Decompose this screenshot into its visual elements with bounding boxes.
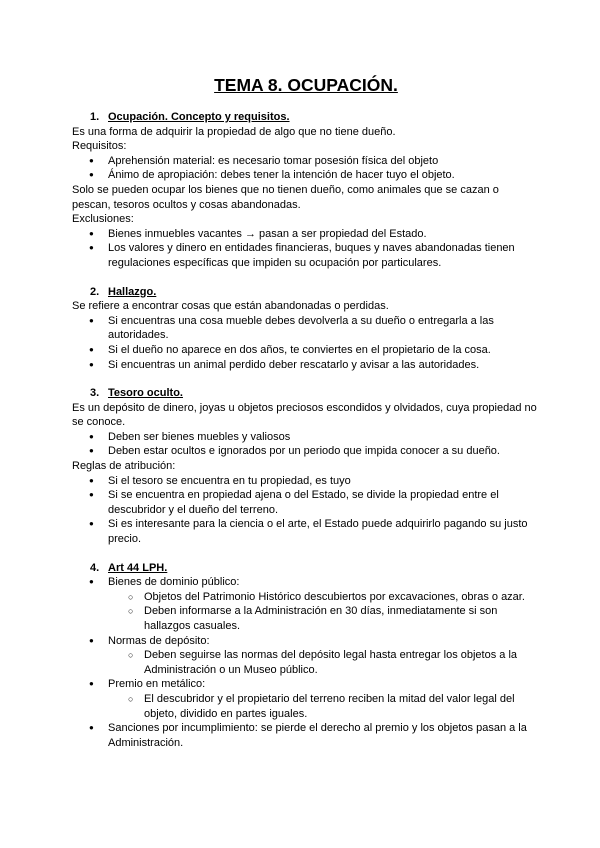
section-heading-art44 xyxy=(72,561,540,576)
list-item: ● Deben ser bienes muebles y valiosos xyxy=(72,430,540,445)
list-item-text: Normas de depósito: xyxy=(108,634,210,647)
section-number: 1. xyxy=(90,111,100,123)
hallazgo-list xyxy=(72,314,540,372)
sub-list-item: ○ Deben informarse a la Administración en 30 días, inmediatamente si son hallazgos casuales. xyxy=(72,604,540,633)
section-number: 2. xyxy=(90,285,100,298)
list-item: ● Si se encuentra en propiedad ajena o del Estado, se divide la propiedad entre el descubridor y el dueño del terreno. xyxy=(72,488,540,517)
section-title: Ocupación. Concepto y requisitos. xyxy=(108,111,290,123)
section-heading-hallazgo xyxy=(72,285,540,300)
list-item xyxy=(72,677,540,721)
paragraph: Es una forma de adquirir la propiedad de algo que no tiene dueño. xyxy=(72,125,396,138)
section-heading-tesoro xyxy=(72,386,540,401)
list-item: ● Los valores y dinero en entidades financieras, buques y naves abandonadas tienen regulaciones específicas que impiden su ocupación por particulares. xyxy=(72,241,540,270)
paragraph: Se refiere a encontrar cosas que están abandonadas o perdidas. xyxy=(72,300,389,313)
art44-list xyxy=(72,575,540,750)
section-number: 4. xyxy=(90,561,100,574)
list-item xyxy=(72,634,540,678)
sub-list-item: ○ Deben seguirse las normas del depósito legal hasta entregar los objetos a la Administración o un Museo público. xyxy=(72,648,540,677)
list-item: ● Si el dueño no aparece en dos años, te conviertes en el propietario de la cosa. xyxy=(72,343,540,358)
list-item xyxy=(72,575,540,633)
section-title: Hallazgo. xyxy=(108,285,157,298)
sub-list-item: ○ Objetos del Patrimonio Histórico descubiertos por excavaciones, obras o azar. xyxy=(72,590,540,605)
paragraph: Reglas de atribución: xyxy=(72,460,176,473)
paragraph: Es un depósito de dinero, joyas u objetos preciosos escondidos y olvidados, cuya propiedad no se conoce. xyxy=(72,401,537,429)
paragraph: Requisitos: xyxy=(72,140,127,153)
tesoro-list xyxy=(72,430,540,459)
sub-list xyxy=(108,590,540,634)
paragraph: Exclusiones: xyxy=(72,213,134,226)
sub-list-item: ○ El descubridor y el propietario del terreno reciben la mitad del valor legal del objeto, dividido en partes iguales. xyxy=(72,692,540,721)
list-item: ● Sanciones por incumplimiento: se pierde el derecho al premio y los objetos pasan a la Administración. xyxy=(72,721,540,750)
list-item-text: Premio en metálico: xyxy=(108,678,206,691)
sub-list xyxy=(108,648,540,677)
list-item: ● Si es interesante para la ciencia o el arte, el Estado puede adquirirlo pagando su justo precio. xyxy=(72,517,540,546)
requirements-list xyxy=(72,154,540,183)
rules-list xyxy=(72,474,540,547)
list-item: ● Ánimo de apropiación: debes tener la intención de hacer tuyo el objeto. xyxy=(72,168,540,183)
list-item: ● Aprehensión material: es necesario tomar posesión física del objeto xyxy=(72,154,540,169)
section-heading-ocupacion xyxy=(72,110,540,125)
page-title: TEMA 8. OCUPACIÓN. xyxy=(214,75,398,95)
list-item: ● Bienes inmuebles vacantes → pasan a ser propiedad del Estado. xyxy=(72,227,540,242)
paragraph: Solo se pueden ocupar los bienes que no tienen dueño, como animales que se cazan o pescan, tesoros ocultos y cosas abandonadas. xyxy=(72,183,499,211)
list-item-text: Bienes de dominio público: xyxy=(108,576,240,589)
section-title: Art 44 LPH. xyxy=(108,561,168,574)
list-item: ● Si el tesoro se encuentra en tu propiedad, es tuyo xyxy=(72,474,540,489)
list-item: ● Si encuentras un animal perdido deber rescatarlo y avisar a las autoridades. xyxy=(72,358,540,373)
section-number: 3. xyxy=(90,387,100,400)
list-item: ● Si encuentras una cosa mueble debes devolverla a su dueño o entregarla a las autoridades. xyxy=(72,314,540,343)
sub-list xyxy=(108,692,540,721)
list-item: ● Deben estar ocultos e ignorados por un periodo que impida conocer a su dueño. xyxy=(72,444,540,459)
exclusions-list xyxy=(72,227,540,271)
section-title: Tesoro oculto. xyxy=(108,387,183,400)
